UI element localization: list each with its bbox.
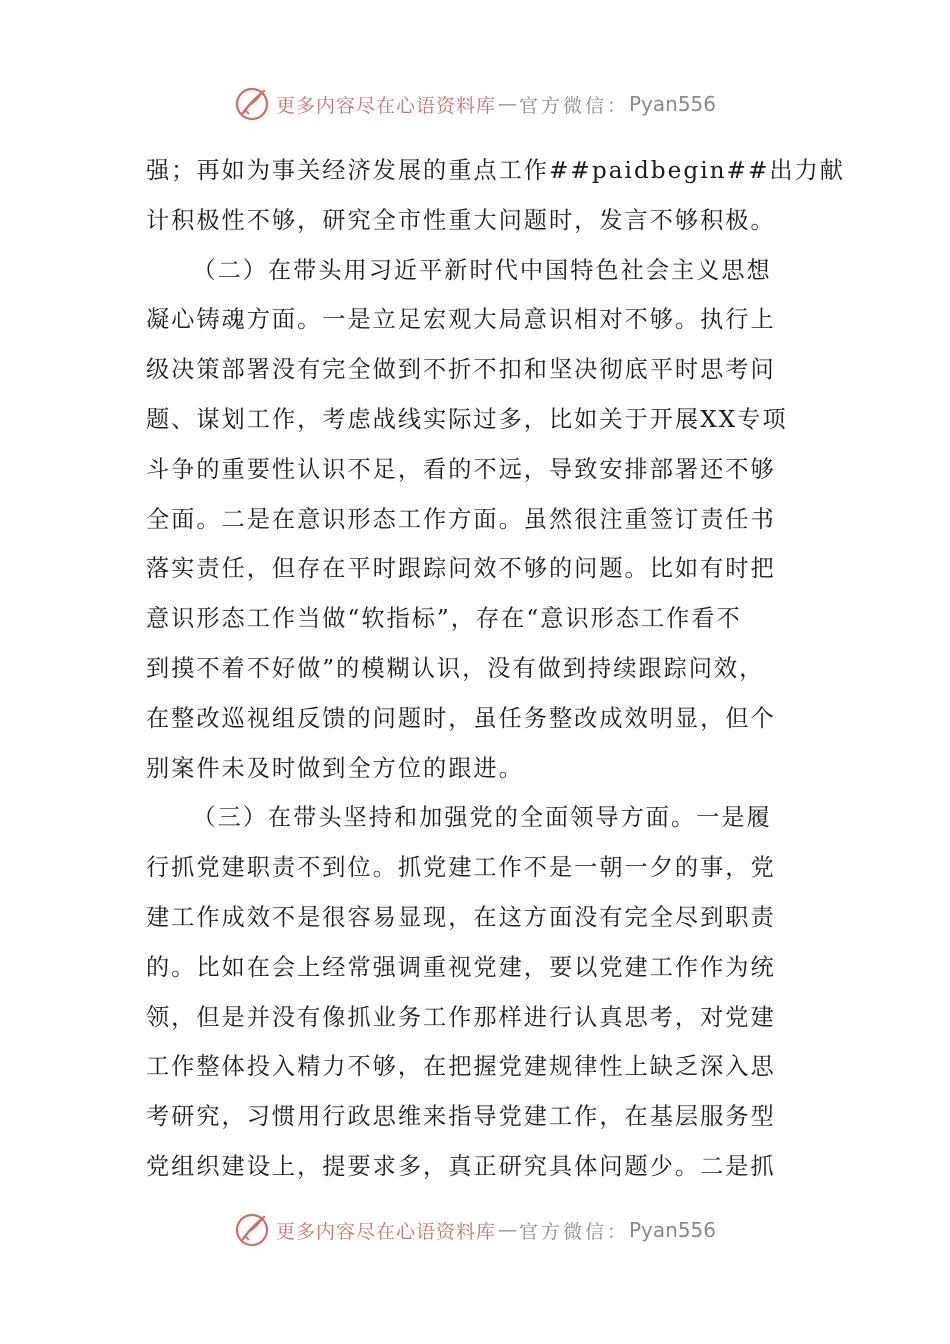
text-line: 计积极性不够，研究全市性重大问题时，发言不够积极。: [146, 206, 776, 234]
text-line: 考研究，习惯用行政思维来指导党建工作，在基层服务型: [146, 1103, 776, 1131]
text-line: 建工作成效不是很容易显现，在这方面没有完全尽到职责: [146, 903, 776, 931]
watermark-wechat-id: Pyan556: [629, 1218, 717, 1242]
footer-watermark: [0, 1208, 950, 1252]
watermark-separator: —: [497, 93, 517, 115]
text-line: 凝心铸魂方面。一是立足宏观大局意识相对不够。执行上: [146, 306, 776, 334]
watermark-wechat-id: Pyan556: [629, 92, 717, 116]
text-line: 别案件未及时做到全方位的跟进。: [146, 754, 524, 782]
quill-pen-circle-icon: [234, 86, 270, 122]
document-body: [146, 146, 845, 1192]
text-line: 落实责任，但存在平时跟踪问效不够的问题。比如有时把: [146, 555, 776, 583]
watermark-wechat-label: 官方微信：: [518, 94, 629, 117]
text-line: 的。比如在会上经常强调重视党建，要以党建工作作为统: [146, 953, 776, 981]
watermark-wechat-label: 官方微信：: [518, 1220, 629, 1243]
text-line: 在整改巡视组反馈的问题时，虽任务整改成效明显，但个: [146, 704, 776, 732]
text-line: 斗争的重要性认识不足，看的不远，导致安排部署还不够: [146, 455, 776, 483]
text-line: 题、谋划工作，考虑战线实际过多，比如关于开展XX专项: [146, 405, 788, 433]
text-line: 领，但是并没有像抓业务工作那样进行认真思考，对党建: [146, 1003, 776, 1031]
quill-pen-circle-icon: [234, 1212, 270, 1248]
watermark-separator: —: [497, 1219, 517, 1241]
text-line: 意识形态工作当做“软指标”，存在“意识形态工作看不: [146, 605, 742, 633]
watermark-brand-text: 更多内容尽在心语资料库: [275, 94, 496, 117]
text-line: 行抓党建职责不到位。抓党建工作不是一朝一夕的事，党: [146, 854, 776, 882]
paragraph-section-two: [146, 246, 806, 794]
watermark-brand-text: 更多内容尽在心语资料库: [275, 1220, 496, 1243]
text-line: 级决策部署没有完全做到不折不扣和坚决彻底平时思考问: [146, 356, 776, 384]
header-watermark: [0, 82, 950, 126]
text-line: 工作整体投入精力不够，在把握党建规律性上缺乏深入思: [146, 1053, 776, 1081]
text-line: 到摸不着不好做”的模糊认识，没有做到持续跟踪问效，: [146, 654, 765, 682]
text-line: 党组织建设上，提要求多，真正研究具体问题少。二是抓: [146, 1152, 776, 1180]
paragraph-continuation: [146, 146, 845, 246]
paragraph-section-three: [146, 793, 806, 1191]
text-line: （三）在带头坚持和加强党的全面领导方面。一是履: [192, 804, 772, 832]
text-line: 强；再如为事关经济发展的重点工作##paidbegin##出力献: [146, 157, 845, 184]
text-line: （二）在带头用习近平新时代中国特色社会主义思想: [192, 256, 772, 284]
text-line: 全面。二是在意识形态工作方面。虽然很注重签订责任书: [146, 505, 776, 533]
